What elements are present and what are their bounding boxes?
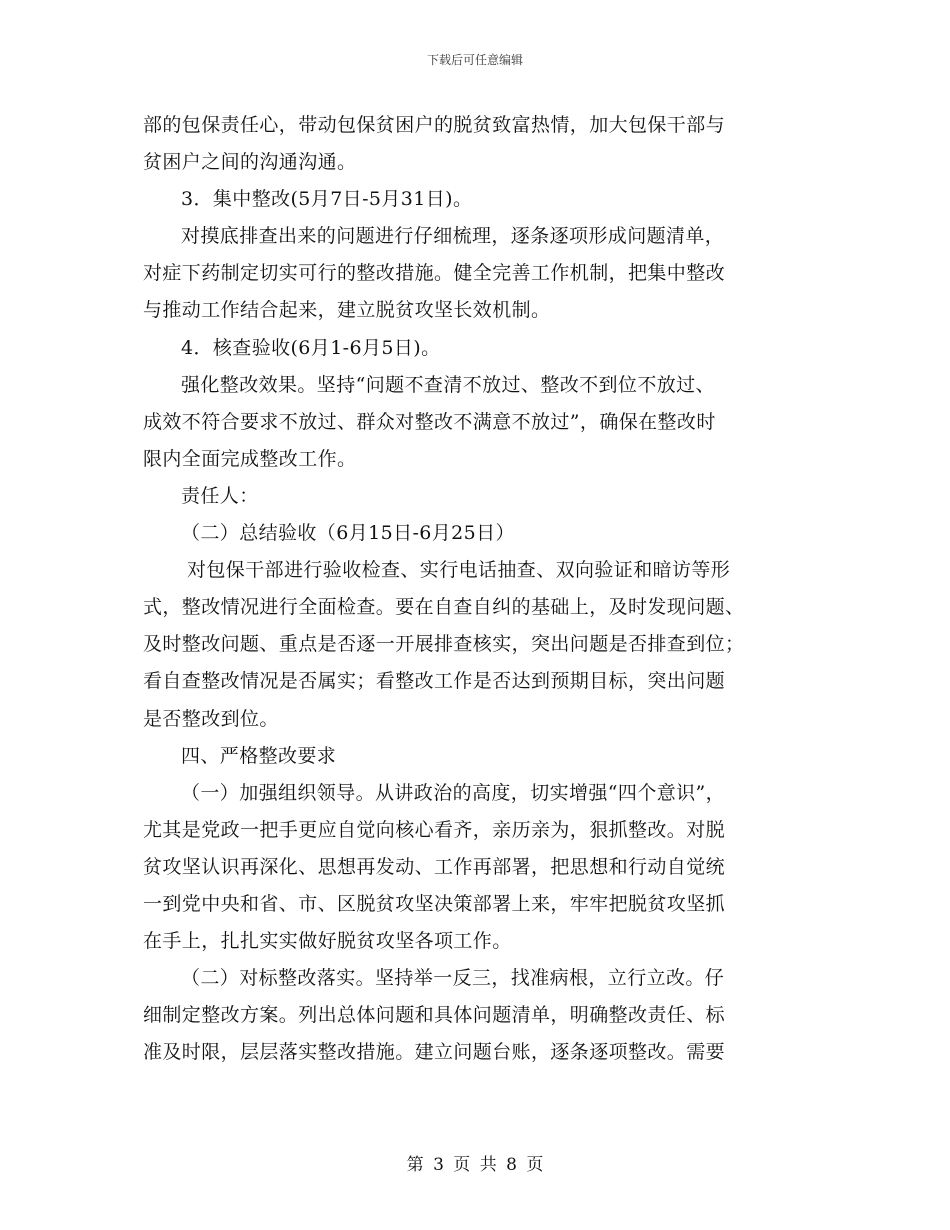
section-heading: 四、严格整改要求 [181, 744, 337, 767]
section-heading: 4．核查验收(6月1-6月5日)。 [181, 336, 441, 359]
paragraph-line: 一到党中央和省、市、区脱贫攻坚决策部署上来，牢牢把脱贫攻坚抓 [143, 892, 726, 915]
paragraph-line: 强化整改效果。坚持“问题不查清不放过、整改不到位不放过、 [181, 373, 715, 396]
paragraph-line: 准及时限，层层落实整改措施。建立问题台账，逐条逐项整改。需要 [143, 1041, 726, 1064]
paragraph-line: 是否整改到位。 [143, 707, 279, 730]
paragraph-line: 在手上，扎扎实实做好脱贫攻坚各项工作。 [143, 930, 512, 953]
paragraph-line: 式，整改情况进行全面检查。要在自查自纠的基础上，及时发现问题、 [143, 596, 745, 619]
paragraph-line: （一）加强组织领导。从讲政治的高度，切实增强“四个意识”， [181, 781, 726, 804]
paragraph-line: 贫困户之间的沟通沟通。 [143, 151, 357, 174]
paragraph-line: 贫攻坚认识再深化、思想再发动、工作再部署，把思想和行动自觉统 [143, 855, 726, 878]
paragraph-line: 及时整改问题、重点是否逐一开展排查核实，突出问题是否排查到位； [143, 633, 745, 656]
section-heading: （二）总结验收（6月15日-6月25日） [181, 522, 515, 545]
paragraph-line: 成效不符合要求不放过、群众对整改不满意不放过”，确保在整改时 [143, 410, 716, 433]
paragraph-line: 部的包保责任心，带动包保贫困户的脱贫致富热情，加大包保干部与 [143, 114, 726, 136]
paragraph-line: 尤其是党政一把手更应自觉向核心看齐，亲历亲为，狠抓整改。对脱 [143, 818, 726, 841]
section-heading: 3．集中整改(5月7日-5月31日)。 [181, 188, 473, 211]
paragraph-line: 对包保干部进行验收检查、实行电话抽查、双向验证和暗访等形 [187, 559, 731, 582]
document-body [143, 107, 808, 1071]
responsible-person-label: 责任人： [181, 484, 259, 507]
paragraph-line: 对摸底排查出来的问题进行仔细梳理，逐条逐项形成问题清单， [181, 225, 725, 248]
page-header: 下载后可任意编辑 [426, 53, 523, 67]
paragraph-line: 与推动工作结合起来，建立脱贫攻坚长效机制。 [143, 299, 551, 322]
paragraph-line: 限内全面完成整改工作。 [143, 447, 357, 470]
paragraph-line: （二）对标整改落实。坚持举一反三，找准病根，立行立改。仔 [181, 967, 725, 990]
paragraph-line: 看自查整改情况是否属实；看整改工作是否达到预期目标，突出问题 [143, 670, 726, 693]
page-number-footer: 第 3 页 共 8 页 [406, 1155, 544, 1175]
paragraph-line: 对症下药制定切实可行的整改措施。健全完善工作机制，把集中整改 [143, 262, 726, 285]
paragraph-line: 细制定整改方案。列出总体问题和具体问题清单，明确整改责任、标 [143, 1004, 726, 1027]
